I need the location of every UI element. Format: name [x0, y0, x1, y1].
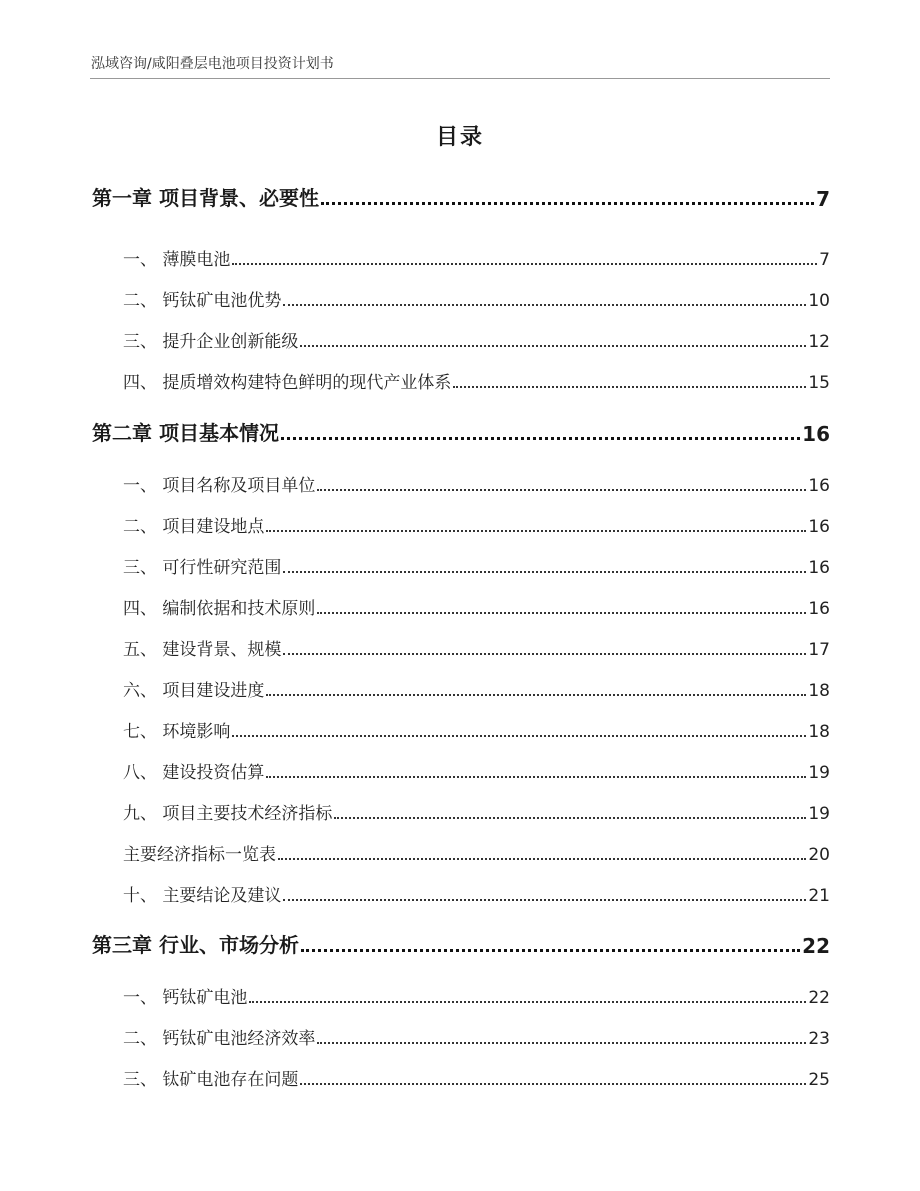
toc-entry-page: 10 [808, 291, 830, 311]
toc-entry-label: 十、 主要结论及建议 [123, 886, 282, 906]
dot-leader [283, 653, 806, 655]
toc-entry-section[interactable] [92, 636, 830, 660]
toc-entry-section[interactable] [92, 513, 830, 537]
toc-entry-section[interactable] [92, 984, 830, 1008]
toc-entry-label: 主要经济指标一览表 [123, 845, 276, 865]
toc-title: 目录 [435, 125, 484, 150]
toc-entry-section[interactable] [92, 554, 830, 578]
toc-entry-label: 二、 钙钛矿电池优势 [123, 291, 282, 311]
dot-leader [266, 530, 806, 532]
toc-entry-section[interactable] [92, 759, 830, 783]
toc-entry-label: 二、 钙钛矿电池经济效率 [123, 1029, 316, 1049]
toc-entry-section[interactable] [92, 841, 830, 865]
toc-entry-chapter[interactable] [92, 930, 830, 958]
dot-leader [334, 817, 806, 819]
toc-entry-page: 21 [808, 886, 830, 906]
dot-leader [317, 612, 806, 614]
toc-entry-page: 17 [808, 640, 830, 660]
toc-entry-section[interactable] [92, 882, 830, 906]
dot-leader [249, 1001, 806, 1003]
dot-leader [301, 949, 800, 952]
toc-entry-section[interactable] [92, 287, 830, 311]
toc-entry-label: 五、 建设背景、规模 [123, 640, 282, 660]
dot-leader [266, 776, 806, 778]
toc-entry-label: 一、 项目名称及项目单位 [123, 476, 316, 496]
toc-entry-section[interactable] [92, 800, 830, 824]
toc-entry-page: 12 [808, 332, 830, 352]
dot-leader [283, 899, 806, 901]
toc-entry-section[interactable] [92, 1025, 830, 1049]
toc-entry-page: 16 [808, 476, 830, 496]
toc-entry-page: 7 [819, 250, 830, 270]
toc-entry-label: 三、 钛矿电池存在问题 [123, 1070, 299, 1090]
dot-leader [453, 386, 806, 388]
dot-leader [321, 202, 814, 205]
toc-entry-page: 16 [808, 517, 830, 537]
toc-entry-chapter[interactable] [92, 418, 830, 446]
dot-leader [232, 735, 806, 737]
toc-entry-label: 三、 可行性研究范围 [123, 558, 282, 578]
toc-entry-page: 23 [808, 1029, 830, 1049]
toc-entry-page: 16 [808, 599, 830, 619]
toc-entry-label: 七、 环境影响 [123, 722, 231, 742]
toc-entry-label: 四、 提质增效构建特色鲜明的现代产业体系 [123, 373, 452, 393]
toc-entry-page: 20 [808, 845, 830, 865]
dot-leader [317, 1042, 806, 1044]
header-divider [90, 78, 830, 79]
toc-entry-page: 25 [808, 1070, 830, 1090]
toc-entry-page: 16 [808, 558, 830, 578]
dot-leader [283, 304, 806, 306]
toc-entry-page: 19 [808, 804, 830, 824]
toc-entry-page: 19 [808, 763, 830, 783]
toc-entry-section[interactable] [92, 718, 830, 742]
toc-entry-label: 四、 编制依据和技术原则 [123, 599, 316, 619]
dot-leader [300, 1083, 806, 1085]
toc-entry-label: 第一章 项目背景、必要性 [92, 186, 319, 210]
dot-leader [317, 489, 806, 491]
toc-entry-section[interactable] [92, 246, 830, 270]
toc-entry-section[interactable] [92, 328, 830, 352]
toc-entry-label: 九、 项目主要技术经济指标 [123, 804, 333, 824]
toc-entry-page: 7 [816, 187, 830, 211]
toc-entry-label: 一、 钙钛矿电池 [123, 988, 248, 1008]
toc-entry-label: 第三章 行业、市场分析 [92, 933, 299, 957]
toc-entry-page: 16 [802, 422, 830, 446]
toc-entry-label: 三、 提升企业创新能级 [123, 332, 299, 352]
toc-entry-page: 22 [808, 988, 830, 1008]
dot-leader [266, 694, 806, 696]
dot-leader [283, 571, 806, 573]
toc-entry-section[interactable] [92, 1066, 830, 1090]
toc-entry-label: 八、 建设投资估算 [123, 763, 265, 783]
toc-entry-label: 六、 项目建设进度 [123, 681, 265, 701]
dot-leader [232, 263, 817, 265]
toc-entry-label: 二、 项目建设地点 [123, 517, 265, 537]
toc-entry-chapter[interactable] [92, 183, 830, 211]
dot-leader [300, 345, 806, 347]
dot-leader [281, 437, 800, 440]
toc-entry-page: 18 [808, 722, 830, 742]
toc-entry-section[interactable] [92, 472, 830, 496]
toc-entry-label: 第二章 项目基本情况 [92, 421, 279, 445]
toc-entry-section[interactable] [92, 595, 830, 619]
page-header: 泓域咨询/咸阳叠层电池项目投资计划书 [91, 56, 334, 72]
toc-entry-section[interactable] [92, 369, 830, 393]
dot-leader [278, 858, 806, 860]
toc-entry-page: 15 [808, 373, 830, 393]
toc-entry-label: 一、 薄膜电池 [123, 250, 231, 270]
toc-entry-page: 18 [808, 681, 830, 701]
toc-entry-page: 22 [802, 934, 830, 958]
toc-entry-section[interactable] [92, 677, 830, 701]
